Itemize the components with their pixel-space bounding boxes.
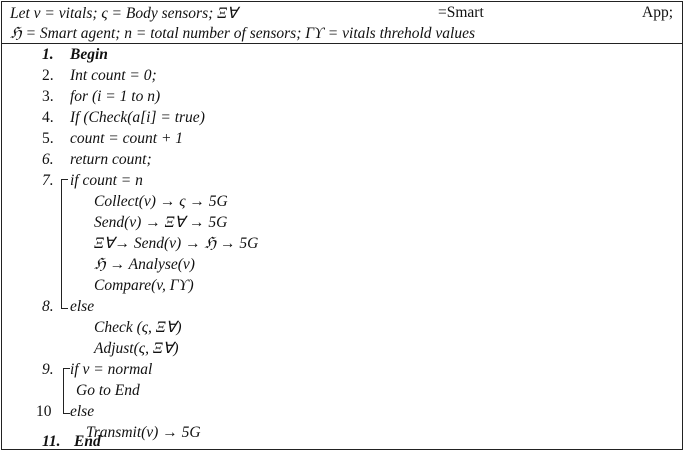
sub-step-text: Go to End <box>76 382 140 399</box>
bracket-top-tick <box>61 179 68 180</box>
bracket-bottom-tick <box>63 413 70 414</box>
header-line1-left: Let v = vitals; ς = Body sensors; ΞⱯ <box>10 5 238 22</box>
step-number: 6. <box>42 151 54 168</box>
sub-step-text: Compare(v, Γϒ) <box>94 277 194 294</box>
step-text: else <box>70 403 95 420</box>
step-text: if v = normal <box>70 361 153 378</box>
step-text: else <box>70 298 95 315</box>
sub-step-text: ΞⱯ→ Send(v) → ℌ → 5G <box>94 235 259 252</box>
bracket-bottom-tick <box>61 308 68 309</box>
step-number: 1. <box>42 46 54 63</box>
step-text: If (Check(a[i] = true) <box>70 109 205 126</box>
step-text: count = count + 1 <box>70 130 184 147</box>
sub-step-text: Transmit(v) → 5G <box>86 424 201 441</box>
sub-step-text: Collect(v) → ς → 5G <box>94 193 228 210</box>
step-number: 2. <box>42 67 54 84</box>
step-number: 4. <box>42 109 54 126</box>
step-number: 5. <box>42 130 54 147</box>
header-line1-right: App; <box>642 4 673 21</box>
sub-step-text: ℌ → Analyse(v) <box>94 256 195 273</box>
sub-step-text: Send(v) → ΞⱯ → 5G <box>94 214 228 231</box>
sub-step-text: Check (ς, ΞⱯ) <box>94 319 182 336</box>
step-number: 7. <box>42 172 54 189</box>
header-line2: ℌ = Smart agent; n = total number of sensors; Γϒ = vitals threhold values <box>10 25 476 42</box>
step-number: 11. <box>42 433 61 450</box>
algorithm-header <box>2 2 682 44</box>
step-number: 3. <box>42 88 54 105</box>
bracket-top-tick <box>63 368 70 369</box>
header-line1-mid: =Smart <box>438 4 484 21</box>
if-bracket <box>61 179 62 309</box>
step-text: for (i = 1 to n) <box>70 88 161 105</box>
step-text: Int count = 0; <box>70 67 157 84</box>
step-number: 9. <box>42 361 54 378</box>
step-number: 10 <box>36 403 52 420</box>
step-text: if count = n <box>70 172 143 189</box>
step-text: End <box>74 433 101 450</box>
sub-step-text: Adjust(ς, ΞⱯ) <box>94 340 179 357</box>
step-text: Begin <box>70 46 108 63</box>
step-number: 8. <box>42 298 54 315</box>
step-text: return count; <box>70 151 152 168</box>
if-bracket <box>63 368 64 414</box>
